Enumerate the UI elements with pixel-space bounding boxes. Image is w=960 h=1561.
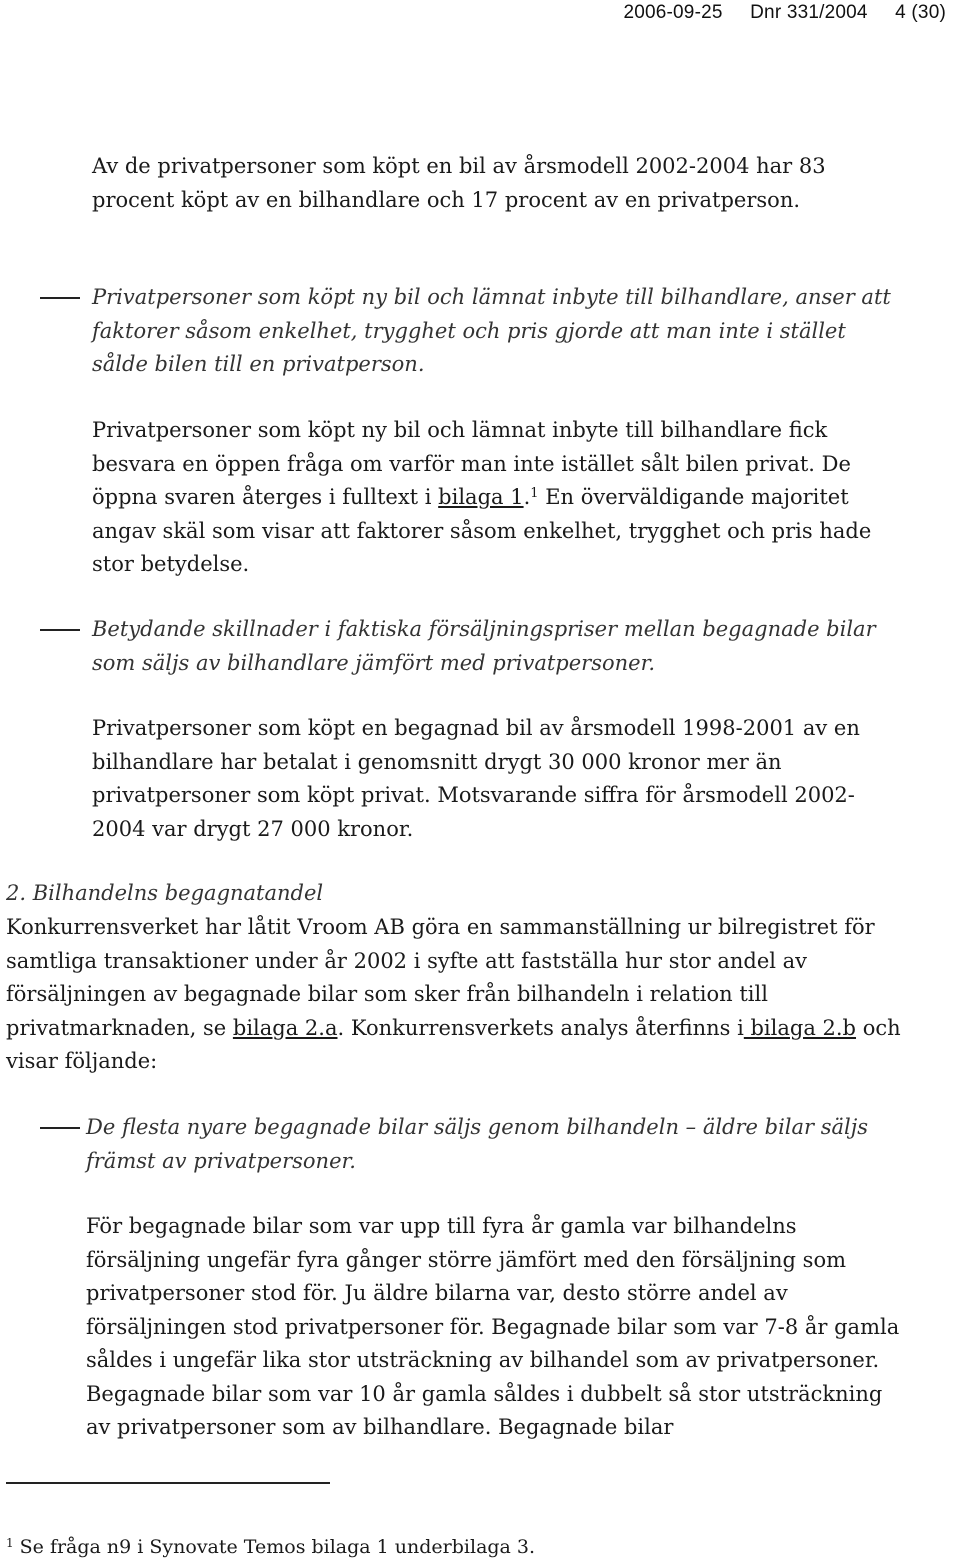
header-page-number: 4 (30) xyxy=(895,2,946,23)
paragraph-text: Konkurrensverket har låtit Vroom AB göra en sammanställning ur bilregistret för samtliga transaktioner under år 2002 i syfte att fastställa hur stor andel av försäljningen av begagnade bilar som sker från bilhandeln i relation till privatmarknaden, se xyxy=(6,915,875,1040)
bullet-dash xyxy=(40,629,80,631)
section-number: 2. xyxy=(6,881,27,905)
section-heading xyxy=(6,877,323,911)
bullet-dash xyxy=(40,1127,80,1129)
footnote-reference[interactable]: 1 xyxy=(530,486,539,501)
paragraph-survey-share: Av de privatpersoner som köpt en bil av årsmodell 2002-2004 har 83 procent köpt av en bilhandlare och 17 procent av en privatperson. xyxy=(92,154,826,212)
header-date: 2006-09-25 xyxy=(623,2,723,23)
bullet-new-car-tradein: Privatpersoner som köpt ny bil och lämnat inbyte till bilhandlare, anser att faktorer såsom enkelhet, trygghet och pris gjorde att man inte i stället sålde bilen till en privatperson. xyxy=(92,285,891,376)
footnote-mark: 1 xyxy=(6,1536,14,1550)
paragraph-text: Privatpersoner som köpt ny bil och lämnat inbyte till bilhandlare fick besvara en öppen fråga om varför man inte istället sålt bilen privat. De öppna svaren återges i fulltext i xyxy=(92,418,851,509)
paragraph-text: En överväldigande majoritet angav skäl som visar att faktorer såsom enkelhet, trygghet och pris hade stor betydelse. xyxy=(92,485,872,576)
link-bilaga-2b[interactable]: bilaga 2.b xyxy=(743,1015,857,1040)
link-bilaga-1[interactable]: bilaga 1 xyxy=(438,485,524,509)
section-title: Bilhandelns begagnatandel xyxy=(32,881,324,905)
link-bilaga-2a[interactable]: bilaga 2.a xyxy=(232,1015,338,1040)
footnote-separator xyxy=(6,1482,330,1484)
footnote xyxy=(6,1530,535,1560)
bullet-newer-vs-older: De flesta nyare begagnade bilar säljs genom bilhandeln – äldre bilar säljs främst av privatpersoner. xyxy=(86,1115,869,1173)
paragraph-text: . Konkurrensverkets analys återfinns i xyxy=(337,1015,744,1040)
paragraph-text: . xyxy=(523,485,531,509)
header-reference: Dnr 331/2004 xyxy=(750,2,868,23)
paragraph-vroom-analysis xyxy=(6,911,906,1079)
paragraph-price-comparison: Privatpersoner som köpt en begagnad bil av årsmodell 1998-2001 av en bilhandlare har betalat i genomsnitt drygt 30 000 kronor mer än privatpersoner som köpt privat. Motsvarande siffra för årsmodell 2002-2004 var drygt 27 000 kronor. xyxy=(92,716,860,841)
bullet-price-differences: Betydande skillnader i faktiska försäljningspriser mellan begagnade bilar som säljs av bilhandlare jämfört med privatpersoner. xyxy=(92,617,876,675)
paragraph-text: och visar följande: xyxy=(6,1015,901,1073)
bullet-dash xyxy=(40,297,80,299)
paragraph-open-question xyxy=(92,414,892,582)
page-header xyxy=(0,2,946,24)
footnote-text: Se fråga n9 i Synovate Temos bilaga 1 underbilaga 3. xyxy=(19,1536,536,1558)
paragraph-age-breakdown: För begagnade bilar som var upp till fyra år gamla var bilhandelns försäljning ungefär fyra gånger större jämfört med den försäljning som privatpersoner stod för. Ju äldre bilarna var, desto större andel av försäljningen stod privatpersoner för. Begagnade bilar som var 7-8 år gamla såldes i ungefär lika stor utsträckning av bilhandel som av privatpersoner. Begagnade bilar som var 10 år gamla såldes i dubbelt så stor utsträckning av privatpersoner som av bilhandlare. Begagnade bilar xyxy=(86,1214,900,1439)
